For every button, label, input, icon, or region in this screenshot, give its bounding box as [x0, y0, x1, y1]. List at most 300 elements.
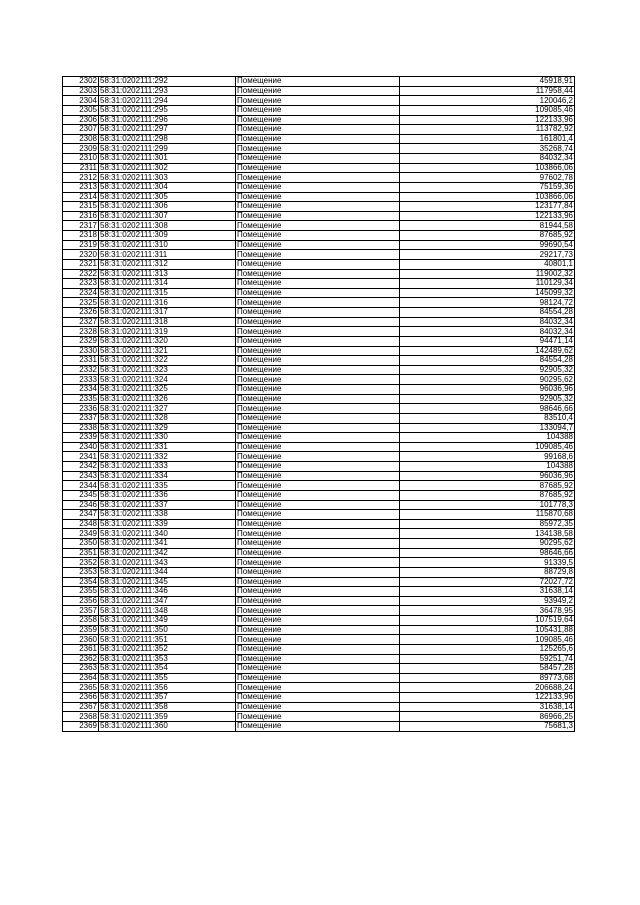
- cadastral-value-cell: 91339,5: [400, 558, 575, 568]
- row-number-cell: 2330: [63, 346, 99, 356]
- cadastral-number-cell: 58:31:0202111:325: [99, 385, 236, 395]
- table-row: [63, 644, 575, 654]
- table-row: [63, 587, 575, 597]
- row-number-cell: 2357: [63, 606, 99, 616]
- row-number-cell: 2337: [63, 413, 99, 423]
- cadastral-number-cell: 58:31:0202111:354: [99, 664, 236, 674]
- row-number-cell: 2341: [63, 452, 99, 462]
- cadastral-number-cell: 58:31:0202111:309: [99, 231, 236, 241]
- row-number-cell: 2323: [63, 279, 99, 289]
- object-type-cell: Помещение: [236, 144, 400, 154]
- object-type-cell: Помещение: [236, 192, 400, 202]
- object-type-cell: Помещение: [236, 346, 400, 356]
- row-number-cell: 2360: [63, 635, 99, 645]
- row-number-cell: 2353: [63, 567, 99, 577]
- row-number-cell: 2349: [63, 529, 99, 539]
- cadastral-number-cell: 58:31:0202111:297: [99, 125, 236, 135]
- row-number-cell: 2363: [63, 664, 99, 674]
- table-row: [63, 346, 575, 356]
- cadastral-value-cell: 89773,68: [400, 673, 575, 683]
- cadastral-value-cell: 98646,66: [400, 548, 575, 558]
- object-type-cell: Помещение: [236, 635, 400, 645]
- cadastral-value-cell: 122133,96: [400, 211, 575, 221]
- cadastral-number-cell: 58:31:0202111:292: [99, 77, 236, 87]
- table-row: [63, 490, 575, 500]
- cadastral-value-cell: 120046,2: [400, 96, 575, 106]
- object-type-cell: Помещение: [236, 644, 400, 654]
- cadastral-number-cell: 58:31:0202111:303: [99, 173, 236, 183]
- table-row: [63, 125, 575, 135]
- object-type-cell: Помещение: [236, 317, 400, 327]
- cadastral-value-cell: 40801,1: [400, 259, 575, 269]
- object-type-cell: Помещение: [236, 452, 400, 462]
- cadastral-value-cell: 113782,92: [400, 125, 575, 135]
- row-number-cell: 2332: [63, 365, 99, 375]
- table-row: [63, 231, 575, 241]
- cadastral-number-cell: 58:31:0202111:338: [99, 510, 236, 520]
- cadastral-value-cell: 87685,92: [400, 481, 575, 491]
- row-number-cell: 2312: [63, 173, 99, 183]
- row-number-cell: 2342: [63, 462, 99, 472]
- table-row: [63, 693, 575, 703]
- table-row: [63, 683, 575, 693]
- cadastral-number-cell: 58:31:0202111:315: [99, 288, 236, 298]
- table-row: [63, 616, 575, 626]
- cadastral-value-cell: 94471,14: [400, 336, 575, 346]
- table-row: [63, 635, 575, 645]
- row-number-cell: 2350: [63, 539, 99, 549]
- cadastral-number-cell: 58:31:0202111:306: [99, 202, 236, 212]
- object-type-cell: Помещение: [236, 529, 400, 539]
- cadastral-number-cell: 58:31:0202111:360: [99, 721, 236, 731]
- cadastral-number-cell: 58:31:0202111:329: [99, 423, 236, 433]
- cadastral-number-cell: 58:31:0202111:308: [99, 221, 236, 231]
- cadastral-number-cell: 58:31:0202111:302: [99, 163, 236, 173]
- table-row: [63, 519, 575, 529]
- cadastral-value-cell: 110129,34: [400, 279, 575, 289]
- cadastral-value-cell: 84554,28: [400, 356, 575, 366]
- cadastral-value-cell: 133094,7: [400, 423, 575, 433]
- cadastral-registry-table: [62, 76, 575, 732]
- table-row: [63, 625, 575, 635]
- cadastral-number-cell: 58:31:0202111:314: [99, 279, 236, 289]
- object-type-cell: Помещение: [236, 96, 400, 106]
- row-number-cell: 2335: [63, 394, 99, 404]
- cadastral-value-cell: 109085,46: [400, 635, 575, 645]
- row-number-cell: 2339: [63, 433, 99, 443]
- object-type-cell: Помещение: [236, 625, 400, 635]
- table-row: [63, 182, 575, 192]
- cadastral-value-cell: 145099,32: [400, 288, 575, 298]
- object-type-cell: Помещение: [236, 587, 400, 597]
- object-type-cell: Помещение: [236, 539, 400, 549]
- cadastral-value-cell: 161801,4: [400, 134, 575, 144]
- cadastral-value-cell: 83510,4: [400, 413, 575, 423]
- cadastral-value-cell: 86966,25: [400, 712, 575, 722]
- table-row: [63, 211, 575, 221]
- cadastral-value-cell: 87685,92: [400, 490, 575, 500]
- cadastral-value-cell: 45918,91: [400, 77, 575, 87]
- object-type-cell: Помещение: [236, 269, 400, 279]
- cadastral-number-cell: 58:31:0202111:344: [99, 567, 236, 577]
- row-number-cell: 2304: [63, 96, 99, 106]
- cadastral-number-cell: 58:31:0202111:296: [99, 115, 236, 125]
- table-row: [63, 77, 575, 87]
- table-row: [63, 567, 575, 577]
- table-row: [63, 442, 575, 452]
- table-row: [63, 317, 575, 327]
- table-row: [63, 288, 575, 298]
- object-type-cell: Помещение: [236, 394, 400, 404]
- table-row: [63, 154, 575, 164]
- cadastral-number-cell: 58:31:0202111:351: [99, 635, 236, 645]
- object-type-cell: Помещение: [236, 721, 400, 731]
- object-type-cell: Помещение: [236, 308, 400, 318]
- cadastral-number-cell: 58:31:0202111:328: [99, 413, 236, 423]
- row-number-cell: 2310: [63, 154, 99, 164]
- row-number-cell: 2343: [63, 471, 99, 481]
- cadastral-number-cell: 58:31:0202111:343: [99, 558, 236, 568]
- table-row: [63, 192, 575, 202]
- table-row: [63, 365, 575, 375]
- row-number-cell: 2351: [63, 548, 99, 558]
- row-number-cell: 2366: [63, 693, 99, 703]
- cadastral-value-cell: 31638,14: [400, 702, 575, 712]
- cadastral-number-cell: 58:31:0202111:340: [99, 529, 236, 539]
- cadastral-value-cell: 122133,96: [400, 693, 575, 703]
- object-type-cell: Помещение: [236, 77, 400, 87]
- cadastral-value-cell: 88729,8: [400, 567, 575, 577]
- cadastral-value-cell: 29217,73: [400, 250, 575, 260]
- cadastral-value-cell: 109085,46: [400, 442, 575, 452]
- row-number-cell: 2306: [63, 115, 99, 125]
- cadastral-number-cell: 58:31:0202111:323: [99, 365, 236, 375]
- cadastral-number-cell: 58:31:0202111:319: [99, 327, 236, 337]
- row-number-cell: 2331: [63, 356, 99, 366]
- object-type-cell: Помещение: [236, 86, 400, 96]
- table-row: [63, 356, 575, 366]
- table-row: [63, 375, 575, 385]
- table-row: [63, 385, 575, 395]
- row-number-cell: 2365: [63, 683, 99, 693]
- object-type-cell: Помещение: [236, 385, 400, 395]
- table-row: [63, 548, 575, 558]
- table-row: [63, 308, 575, 318]
- row-number-cell: 2362: [63, 654, 99, 664]
- object-type-cell: Помещение: [236, 433, 400, 443]
- cadastral-value-cell: 84032,34: [400, 327, 575, 337]
- cadastral-number-cell: 58:31:0202111:312: [99, 259, 236, 269]
- table-row: [63, 298, 575, 308]
- cadastral-number-cell: 58:31:0202111:336: [99, 490, 236, 500]
- object-type-cell: Помещение: [236, 462, 400, 472]
- table-row: [63, 250, 575, 260]
- cadastral-value-cell: 98646,66: [400, 404, 575, 414]
- cadastral-number-cell: 58:31:0202111:355: [99, 673, 236, 683]
- cadastral-number-cell: 58:31:0202111:350: [99, 625, 236, 635]
- row-number-cell: 2313: [63, 182, 99, 192]
- table-row: [63, 144, 575, 154]
- table-row: [63, 712, 575, 722]
- cadastral-number-cell: 58:31:0202111:345: [99, 577, 236, 587]
- object-type-cell: Помещение: [236, 519, 400, 529]
- cadastral-value-cell: 122133,96: [400, 115, 575, 125]
- cadastral-number-cell: 58:31:0202111:295: [99, 105, 236, 115]
- row-number-cell: 2309: [63, 144, 99, 154]
- table-row: [63, 596, 575, 606]
- table-row: [63, 423, 575, 433]
- cadastral-value-cell: 75159,36: [400, 182, 575, 192]
- cadastral-value-cell: 107519,64: [400, 616, 575, 626]
- cadastral-number-cell: 58:31:0202111:294: [99, 96, 236, 106]
- cadastral-value-cell: 123177,84: [400, 202, 575, 212]
- row-number-cell: 2305: [63, 105, 99, 115]
- table-row: [63, 269, 575, 279]
- row-number-cell: 2344: [63, 481, 99, 491]
- cadastral-value-cell: 36478,95: [400, 606, 575, 616]
- cadastral-number-cell: 58:31:0202111:316: [99, 298, 236, 308]
- table-row: [63, 240, 575, 250]
- cadastral-number-cell: 58:31:0202111:322: [99, 356, 236, 366]
- cadastral-value-cell: 101778,3: [400, 500, 575, 510]
- object-type-cell: Помещение: [236, 596, 400, 606]
- table-row: [63, 86, 575, 96]
- row-number-cell: 2355: [63, 587, 99, 597]
- row-number-cell: 2328: [63, 327, 99, 337]
- cadastral-number-cell: 58:31:0202111:353: [99, 654, 236, 664]
- table-row: [63, 529, 575, 539]
- object-type-cell: Помещение: [236, 664, 400, 674]
- cadastral-number-cell: 58:31:0202111:352: [99, 644, 236, 654]
- row-number-cell: 2336: [63, 404, 99, 414]
- row-number-cell: 2338: [63, 423, 99, 433]
- object-type-cell: Помещение: [236, 548, 400, 558]
- cadastral-value-cell: 58457,28: [400, 664, 575, 674]
- cadastral-number-cell: 58:31:0202111:333: [99, 462, 236, 472]
- table-row: [63, 462, 575, 472]
- row-number-cell: 2327: [63, 317, 99, 327]
- object-type-cell: Помещение: [236, 365, 400, 375]
- cadastral-number-cell: 58:31:0202111:337: [99, 500, 236, 510]
- table-row: [63, 702, 575, 712]
- cadastral-number-cell: 58:31:0202111:313: [99, 269, 236, 279]
- table-row: [63, 327, 575, 337]
- cadastral-value-cell: 92905,32: [400, 365, 575, 375]
- table-row: [63, 510, 575, 520]
- object-type-cell: Помещение: [236, 298, 400, 308]
- cadastral-value-cell: 117958,44: [400, 86, 575, 96]
- cadastral-value-cell: 93949,2: [400, 596, 575, 606]
- cadastral-value-cell: 97602,78: [400, 173, 575, 183]
- table-row: [63, 105, 575, 115]
- object-type-cell: Помещение: [236, 471, 400, 481]
- row-number-cell: 2315: [63, 202, 99, 212]
- row-number-cell: 2321: [63, 259, 99, 269]
- table-row: [63, 115, 575, 125]
- row-number-cell: 2364: [63, 673, 99, 683]
- cadastral-number-cell: 58:31:0202111:327: [99, 404, 236, 414]
- object-type-cell: Помещение: [236, 654, 400, 664]
- cadastral-value-cell: 90295,62: [400, 539, 575, 549]
- cadastral-number-cell: 58:31:0202111:358: [99, 702, 236, 712]
- object-type-cell: Помещение: [236, 616, 400, 626]
- row-number-cell: 2307: [63, 125, 99, 135]
- object-type-cell: Помещение: [236, 154, 400, 164]
- cadastral-number-cell: 58:31:0202111:339: [99, 519, 236, 529]
- row-number-cell: 2333: [63, 375, 99, 385]
- cadastral-value-cell: 81944,58: [400, 221, 575, 231]
- cadastral-value-cell: 90295,62: [400, 375, 575, 385]
- cadastral-value-cell: 134138,58: [400, 529, 575, 539]
- cadastral-number-cell: 58:31:0202111:341: [99, 539, 236, 549]
- row-number-cell: 2348: [63, 519, 99, 529]
- object-type-cell: Помещение: [236, 558, 400, 568]
- cadastral-number-cell: 58:31:0202111:293: [99, 86, 236, 96]
- cadastral-number-cell: 58:31:0202111:301: [99, 154, 236, 164]
- cadastral-value-cell: 35268,74: [400, 144, 575, 154]
- cadastral-value-cell: 115870,68: [400, 510, 575, 520]
- object-type-cell: Помещение: [236, 356, 400, 366]
- object-type-cell: Помещение: [236, 702, 400, 712]
- table-row: [63, 173, 575, 183]
- cadastral-number-cell: 58:31:0202111:311: [99, 250, 236, 260]
- cadastral-number-cell: 58:31:0202111:332: [99, 452, 236, 462]
- object-type-cell: Помещение: [236, 336, 400, 346]
- object-type-cell: Помещение: [236, 231, 400, 241]
- table-row: [63, 433, 575, 443]
- row-number-cell: 2314: [63, 192, 99, 202]
- object-type-cell: Помещение: [236, 173, 400, 183]
- row-number-cell: 2369: [63, 721, 99, 731]
- table-row: [63, 96, 575, 106]
- cadastral-value-cell: 105431,88: [400, 625, 575, 635]
- object-type-cell: Помещение: [236, 490, 400, 500]
- table-row: [63, 336, 575, 346]
- cadastral-value-cell: 142489,62: [400, 346, 575, 356]
- cadastral-number-cell: 58:31:0202111:320: [99, 336, 236, 346]
- table-row: [63, 654, 575, 664]
- object-type-cell: Помещение: [236, 606, 400, 616]
- cadastral-number-cell: 58:31:0202111:335: [99, 481, 236, 491]
- row-number-cell: 2340: [63, 442, 99, 452]
- row-number-cell: 2324: [63, 288, 99, 298]
- table-body: [63, 77, 575, 732]
- cadastral-number-cell: 58:31:0202111:318: [99, 317, 236, 327]
- object-type-cell: Помещение: [236, 327, 400, 337]
- table-row: [63, 394, 575, 404]
- table-row: [63, 606, 575, 616]
- table-row: [63, 673, 575, 683]
- cadastral-number-cell: 58:31:0202111:331: [99, 442, 236, 452]
- object-type-cell: Помещение: [236, 250, 400, 260]
- row-number-cell: 2326: [63, 308, 99, 318]
- cadastral-value-cell: 84032,34: [400, 154, 575, 164]
- cadastral-number-cell: 58:31:0202111:305: [99, 192, 236, 202]
- cadastral-value-cell: 72027,72: [400, 577, 575, 587]
- cadastral-number-cell: 58:31:0202111:317: [99, 308, 236, 318]
- object-type-cell: Помещение: [236, 673, 400, 683]
- cadastral-value-cell: 104388: [400, 433, 575, 443]
- object-type-cell: Помещение: [236, 105, 400, 115]
- row-number-cell: 2334: [63, 385, 99, 395]
- row-number-cell: 2316: [63, 211, 99, 221]
- row-number-cell: 2322: [63, 269, 99, 279]
- object-type-cell: Помещение: [236, 693, 400, 703]
- cadastral-value-cell: 104388: [400, 462, 575, 472]
- cadastral-number-cell: 58:31:0202111:347: [99, 596, 236, 606]
- table-row: [63, 202, 575, 212]
- cadastral-value-cell: 119002,32: [400, 269, 575, 279]
- object-type-cell: Помещение: [236, 510, 400, 520]
- cadastral-value-cell: 87685,92: [400, 231, 575, 241]
- cadastral-number-cell: 58:31:0202111:334: [99, 471, 236, 481]
- object-type-cell: Помещение: [236, 567, 400, 577]
- table-row: [63, 413, 575, 423]
- object-type-cell: Помещение: [236, 712, 400, 722]
- cadastral-value-cell: 84032,34: [400, 317, 575, 327]
- object-type-cell: Помещение: [236, 279, 400, 289]
- cadastral-number-cell: 58:31:0202111:310: [99, 240, 236, 250]
- row-number-cell: 2345: [63, 490, 99, 500]
- cadastral-value-cell: 99168,6: [400, 452, 575, 462]
- table-row: [63, 221, 575, 231]
- cadastral-number-cell: 58:31:0202111:348: [99, 606, 236, 616]
- object-type-cell: Помещение: [236, 683, 400, 693]
- row-number-cell: 2358: [63, 616, 99, 626]
- row-number-cell: 2320: [63, 250, 99, 260]
- table-row: [63, 558, 575, 568]
- cadastral-number-cell: 58:31:0202111:357: [99, 693, 236, 703]
- cadastral-number-cell: 58:31:0202111:330: [99, 433, 236, 443]
- cadastral-number-cell: 58:31:0202111:349: [99, 616, 236, 626]
- object-type-cell: Помещение: [236, 500, 400, 510]
- object-type-cell: Помещение: [236, 115, 400, 125]
- row-number-cell: 2302: [63, 77, 99, 87]
- object-type-cell: Помещение: [236, 481, 400, 491]
- row-number-cell: 2361: [63, 644, 99, 654]
- cadastral-value-cell: 96036,96: [400, 471, 575, 481]
- cadastral-value-cell: 98124,72: [400, 298, 575, 308]
- object-type-cell: Помещение: [236, 134, 400, 144]
- table-row: [63, 452, 575, 462]
- row-number-cell: 2325: [63, 298, 99, 308]
- object-type-cell: Помещение: [236, 221, 400, 231]
- cadastral-value-cell: 84554,28: [400, 308, 575, 318]
- cadastral-number-cell: 58:31:0202111:304: [99, 182, 236, 192]
- table-row: [63, 664, 575, 674]
- cadastral-number-cell: 58:31:0202111:346: [99, 587, 236, 597]
- row-number-cell: 2347: [63, 510, 99, 520]
- cadastral-number-cell: 58:31:0202111:326: [99, 394, 236, 404]
- cadastral-value-cell: 99690,54: [400, 240, 575, 250]
- row-number-cell: 2359: [63, 625, 99, 635]
- row-number-cell: 2329: [63, 336, 99, 346]
- object-type-cell: Помещение: [236, 125, 400, 135]
- cadastral-value-cell: 103866,06: [400, 192, 575, 202]
- table-row: [63, 500, 575, 510]
- table-row: [63, 163, 575, 173]
- object-type-cell: Помещение: [236, 577, 400, 587]
- cadastral-number-cell: 58:31:0202111:324: [99, 375, 236, 385]
- row-number-cell: 2368: [63, 712, 99, 722]
- cadastral-number-cell: 58:31:0202111:356: [99, 683, 236, 693]
- cadastral-value-cell: 103866,06: [400, 163, 575, 173]
- object-type-cell: Помещение: [236, 211, 400, 221]
- row-number-cell: 2354: [63, 577, 99, 587]
- row-number-cell: 2303: [63, 86, 99, 96]
- cadastral-value-cell: 31638,14: [400, 587, 575, 597]
- object-type-cell: Помещение: [236, 259, 400, 269]
